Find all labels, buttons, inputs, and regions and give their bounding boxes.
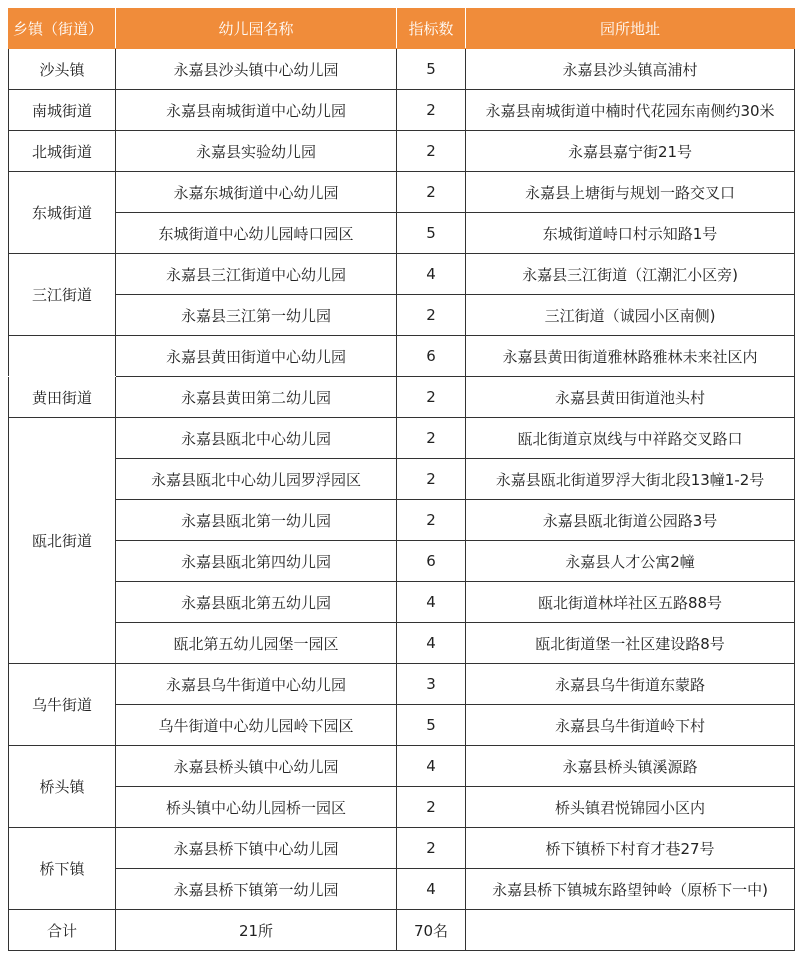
quota-cell: 2 <box>397 172 466 213</box>
address-cell: 永嘉县黄田街道雅林路雅林未来社区内 <box>466 336 795 377</box>
table-row <box>9 336 795 377</box>
address-cell: 永嘉县桥头镇溪源路 <box>466 746 795 787</box>
address-cell: 东城街道峙口村示知路1号 <box>466 213 795 254</box>
table-row <box>9 623 795 664</box>
total-row <box>9 910 795 951</box>
quota-cell: 4 <box>397 254 466 295</box>
address-cell: 永嘉县乌牛街道东蒙路 <box>466 664 795 705</box>
header-quota: 指标数 <box>397 9 466 49</box>
address-cell: 桥头镇君悦锦园小区内 <box>466 787 795 828</box>
table-row <box>9 172 795 213</box>
table-row <box>9 828 795 869</box>
school-name-cell: 永嘉县三江第一幼儿园 <box>116 295 397 336</box>
address-cell: 三江街道（诚园小区南侧) <box>466 295 795 336</box>
table-row <box>9 90 795 131</box>
total-schools: 21所 <box>116 910 397 951</box>
table-row <box>9 664 795 705</box>
town-cell: 北城街道 <box>9 131 116 172</box>
school-name-cell: 永嘉县乌牛街道中心幼儿园 <box>116 664 397 705</box>
school-name-cell: 桥头镇中心幼儿园桥一园区 <box>116 787 397 828</box>
town-cell: 瓯北街道 <box>9 418 116 664</box>
quota-cell: 2 <box>397 828 466 869</box>
quota-cell: 2 <box>397 418 466 459</box>
total-address <box>466 910 795 951</box>
address-cell: 永嘉县人才公寓2幢 <box>466 541 795 582</box>
town-cell: 沙头镇 <box>9 49 116 90</box>
table-row <box>9 213 795 254</box>
address-cell: 桥下镇桥下村育才巷27号 <box>466 828 795 869</box>
school-name-cell: 永嘉县黄田第二幼儿园 <box>116 377 397 418</box>
total-quota: 70名 <box>397 910 466 951</box>
table-row <box>9 869 795 910</box>
quota-cell: 6 <box>397 336 466 377</box>
table-row <box>9 377 795 418</box>
table-row <box>9 131 795 172</box>
quota-cell: 5 <box>397 705 466 746</box>
school-name-cell: 永嘉县桥下镇中心幼儿园 <box>116 828 397 869</box>
header-town: 乡镇（街道） <box>9 9 116 49</box>
town-cell: 乌牛街道 <box>9 664 116 746</box>
table-row <box>9 705 795 746</box>
total-label: 合计 <box>9 910 116 951</box>
quota-cell: 2 <box>397 787 466 828</box>
quota-cell: 6 <box>397 541 466 582</box>
school-name-cell: 永嘉县瓯北第一幼儿园 <box>116 500 397 541</box>
address-cell: 瓯北街道堡一社区建设路8号 <box>466 623 795 664</box>
town-cell: 三江街道 <box>9 254 116 336</box>
school-name-cell: 永嘉县黄田街道中心幼儿园 <box>116 336 397 377</box>
quota-cell: 4 <box>397 869 466 910</box>
quota-cell: 4 <box>397 623 466 664</box>
address-cell: 瓯北街道京岚线与中祥路交叉路口 <box>466 418 795 459</box>
table-row <box>9 500 795 541</box>
address-cell: 永嘉县瓯北街道公园路3号 <box>466 500 795 541</box>
table-row <box>9 49 795 90</box>
quota-cell: 5 <box>397 49 466 90</box>
town-cell: 桥头镇 <box>9 746 116 828</box>
school-name-cell: 东城街道中心幼儿园峙口园区 <box>116 213 397 254</box>
quota-cell: 2 <box>397 295 466 336</box>
table-row <box>9 295 795 336</box>
kindergarten-quota-table <box>8 8 795 951</box>
address-cell: 永嘉县桥下镇城东路望钟岭（原桥下一中) <box>466 869 795 910</box>
quota-cell: 2 <box>397 90 466 131</box>
school-name-cell: 永嘉县瓯北中心幼儿园 <box>116 418 397 459</box>
address-cell: 永嘉县黄田街道池头村 <box>466 377 795 418</box>
header-school-name: 幼儿园名称 <box>116 9 397 49</box>
table-row <box>9 541 795 582</box>
school-name-cell: 乌牛街道中心幼儿园岭下园区 <box>116 705 397 746</box>
address-cell: 瓯北街道林垟社区五路88号 <box>466 582 795 623</box>
school-name-cell: 永嘉东城街道中心幼儿园 <box>116 172 397 213</box>
address-cell: 永嘉县瓯北街道罗浮大街北段13幢1-2号 <box>466 459 795 500</box>
town-cell <box>9 336 116 377</box>
quota-cell: 2 <box>397 500 466 541</box>
table-row <box>9 459 795 500</box>
table-row <box>9 254 795 295</box>
school-name-cell: 永嘉县沙头镇中心幼儿园 <box>116 49 397 90</box>
school-name-cell: 永嘉县桥下镇第一幼儿园 <box>116 869 397 910</box>
address-cell: 永嘉县嘉宁街21号 <box>466 131 795 172</box>
table-row <box>9 787 795 828</box>
school-name-cell: 永嘉县瓯北中心幼儿园罗浮园区 <box>116 459 397 500</box>
address-cell: 永嘉县三江街道（江潮汇小区旁) <box>466 254 795 295</box>
header-address: 园所地址 <box>466 9 795 49</box>
quota-cell: 5 <box>397 213 466 254</box>
address-cell: 永嘉县南城街道中楠时代花园东南侧约30米 <box>466 90 795 131</box>
school-name-cell: 永嘉县南城街道中心幼儿园 <box>116 90 397 131</box>
quota-cell: 4 <box>397 582 466 623</box>
town-cell: 南城街道 <box>9 90 116 131</box>
school-name-cell: 永嘉县瓯北第五幼儿园 <box>116 582 397 623</box>
table-row <box>9 418 795 459</box>
school-name-cell: 永嘉县实验幼儿园 <box>116 131 397 172</box>
town-cell: 黄田街道 <box>9 377 116 418</box>
school-name-cell: 永嘉县瓯北第四幼儿园 <box>116 541 397 582</box>
quota-cell: 4 <box>397 746 466 787</box>
quota-cell: 2 <box>397 377 466 418</box>
town-cell: 桥下镇 <box>9 828 116 910</box>
table-row <box>9 746 795 787</box>
quota-cell: 2 <box>397 459 466 500</box>
quota-cell: 2 <box>397 131 466 172</box>
table-row <box>9 582 795 623</box>
address-cell: 永嘉县上塘街与规划一路交叉口 <box>466 172 795 213</box>
address-cell: 永嘉县沙头镇高浦村 <box>466 49 795 90</box>
school-name-cell: 永嘉县桥头镇中心幼儿园 <box>116 746 397 787</box>
quota-cell: 3 <box>397 664 466 705</box>
table-header-row <box>9 9 795 49</box>
town-cell: 东城街道 <box>9 172 116 254</box>
school-name-cell: 永嘉县三江街道中心幼儿园 <box>116 254 397 295</box>
school-name-cell: 瓯北第五幼儿园堡一园区 <box>116 623 397 664</box>
address-cell: 永嘉县乌牛街道岭下村 <box>466 705 795 746</box>
